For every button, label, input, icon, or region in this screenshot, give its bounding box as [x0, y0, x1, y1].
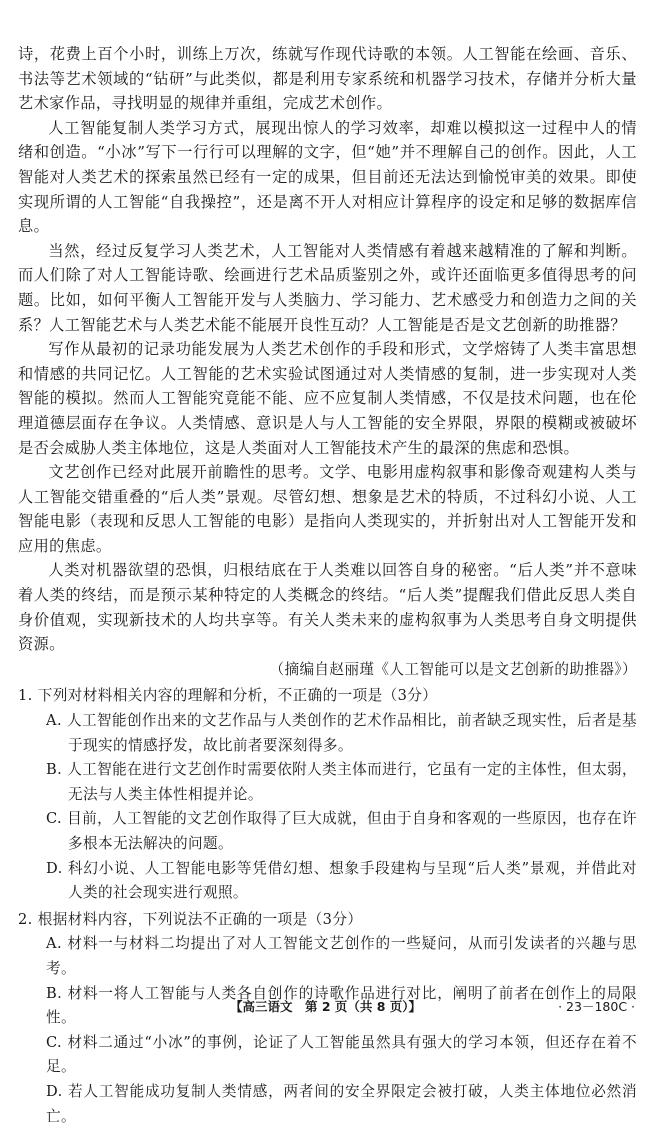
- answer-option: D. 若人工智能成功复制人类情感，两者间的安全界限定会被打破，人类主体地位必然消亡。: [46, 1082, 637, 1125]
- question-stem: 2. 根据材料内容，下列说法不正确的一项是（3分）: [18, 910, 363, 928]
- answer-option: B. 材料一将人工智能与人类各自创作的诗歌作品进行对比，阐明了前者在创作上的局限性。: [46, 984, 637, 1027]
- paragraph: 写作从最初的记录功能发展为人类艺术创作的手段和形式，文学熔铸了人类丰富思想和情感的共同记忆。人工智能的艺术实验试图通过对人类情感的复制，进一步实现对人类智能的模拟。然而人工智能究竟能不能、应不应复制人类情感，不仅是技术问题，也在伦理道德层面存在争议。人类情感、意识是人与人工智能的安全界限，界限的模糊或被破坏是否会威胁人类主体地位，这是人类面对人工智能技术产生的最深的焦虑和恐惧。: [18, 340, 637, 457]
- answer-option: C. 目前，人工智能的文艺创作取得了巨大成就，但由于自身和客观的一些原因，也存在许多根本无法解决的问题。: [46, 810, 637, 852]
- paragraph: 人工智能复制人类学习方式，展现出惊人的学习效率，却难以模拟这一过程中人的情绪和创造。“小冰”写下一行行可以理解的文字，但“她”并不理解自己的创作。因此，人工智能对人类艺术的探索虽然已经有一定的成果，但目前还无法达到愉悦审美的效果。即使实现所谓的人工智能“自我操控”，还是离不开人对相应计算程序的设定和足够的数据库信息。: [18, 118, 637, 236]
- exam-code: · 23－180C ·: [558, 999, 635, 1014]
- answer-option: A. 人工智能创作出来的文艺作品与人类创作的艺术作品相比，前者缺乏现实性，后者是基于现实的情感抒发，故比前者要深刻得多。: [46, 712, 637, 754]
- paragraph: 人类对机器欲望的恐惧，归根结底在于人类难以回答自身的秘密。“后人类”并不意味着人类的终结，而是预示某种特定的人类概念的终结。“后人类”提醒我们借此反思人类自身价值观，实现新技术的人均共享等。有关人类未来的虚构叙事为人类思考自身文明提供资源。: [18, 561, 637, 654]
- answer-option: C. 材料二通过“小冰”的事例，论证了人工智能虽然具有强大的学习本领，但还存在着不足。: [46, 1033, 637, 1076]
- answer-option: B. 人工智能在进行文艺创作时需要依附人类主体而进行，它虽有一定的主体性，但太弱，无法与人类主体性相提并论。: [46, 761, 637, 803]
- paragraph: 文艺创作已经对此展开前瞻性的思考。文学、电影用虚构叙事和影像奇观建构人类与人工智能交错重叠的“后人类”景观。尽管幻想、想象是艺术的特质，不过科幻小说、人工智能电影（表现和反思人工智能的电影）是指向人类现实的，并折射出对人工智能开发和应用的焦虑。: [18, 463, 637, 555]
- page-number-label: 【高三语文 第 2 页（共 8 页）】: [229, 999, 422, 1014]
- answer-option: A. 材料一与材料二均提出了对人工智能文艺创作的一些疑问，从而引发读者的兴趣与思考。: [46, 935, 637, 977]
- answer-option: D. 科幻小说、人工智能电影等凭借幻想、想象手段建构与呈现“后人类”景观，并借此对人类的社会现实进行观照。: [46, 859, 637, 902]
- question-stem: 1. 下列对材料相关内容的理解和分析，不正确的一项是（3分）: [18, 687, 438, 705]
- source-citation: （摘编自赵丽瑾《人工智能可以是文艺创新的助推器》）: [269, 660, 637, 678]
- paragraph: 当然，经过反复学习人类艺术，人工智能对人类情感有着越来越精准的了解和判断。而人们除了对人工智能诗歌、绘画进行艺术品质鉴别之外，或许还面临更多值得思考的问题。比如，如何平衡人工智能开发与人类脑力、学习能力、艺术感受力和创造力之间的关系？人工智能艺术与人类艺术能不能展开良性互动？人工智能是否是文艺创新的助推器？: [18, 241, 637, 334]
- paragraph: 诗，花费上百个小时，训练上万次，练就写作现代诗歌的本领。人工智能在绘画、音乐、书法等艺术领域的“钻研”与此类似，都是利用专家系统和机器学习技术，存储并分析大量艺术家作品，寻找明显的规律并重组，完成艺术创作。: [18, 45, 637, 113]
